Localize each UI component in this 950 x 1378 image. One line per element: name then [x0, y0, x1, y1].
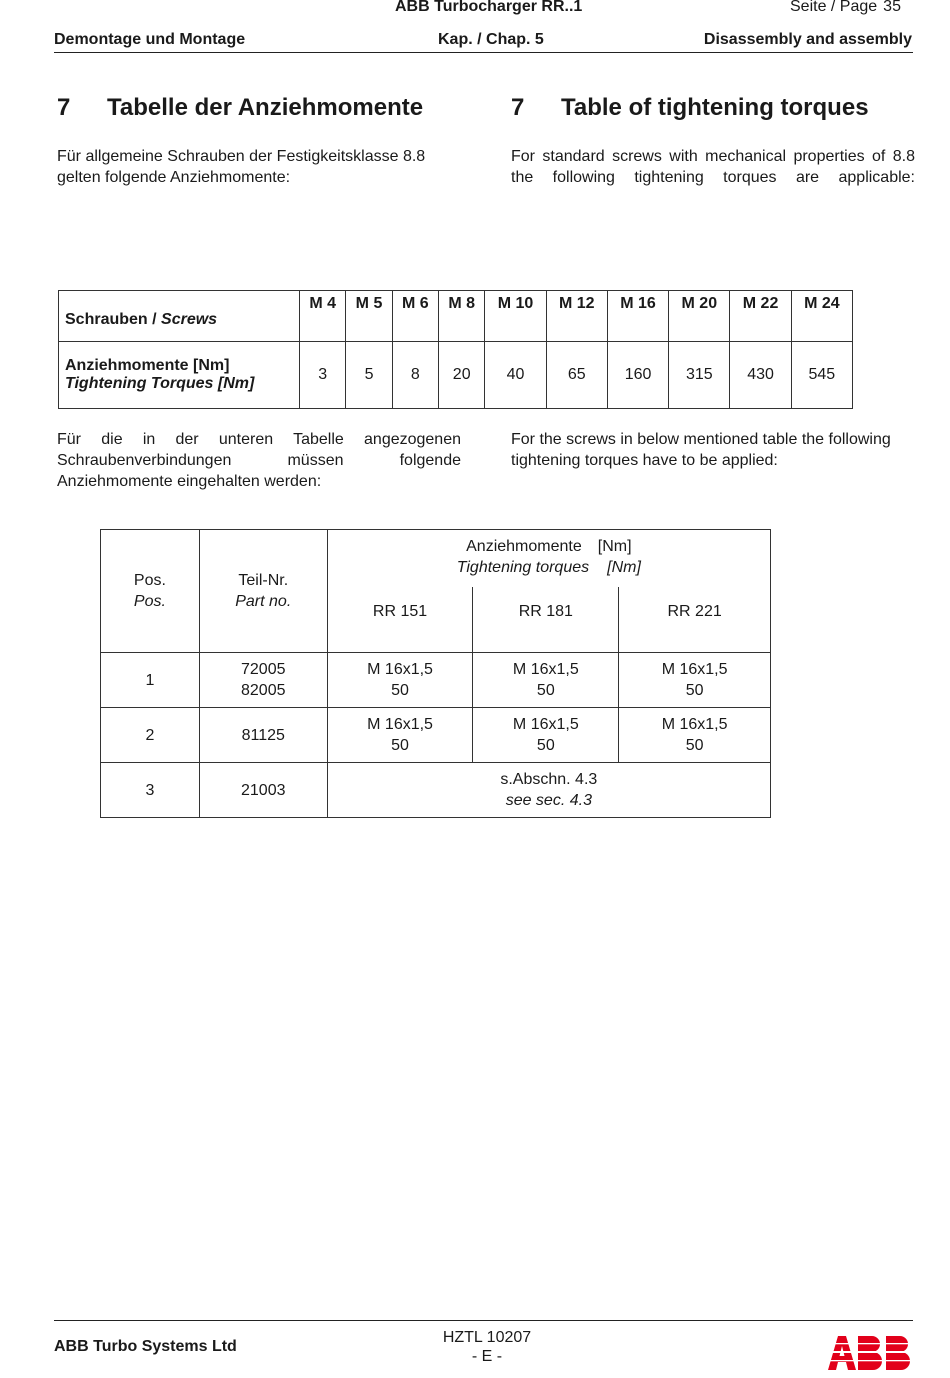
torque-cell — [327, 653, 473, 708]
torque-value-row — [59, 342, 853, 409]
torque-cell — [327, 708, 473, 763]
torque-header — [327, 530, 770, 588]
screws-label-en: Screws — [161, 311, 218, 328]
part-number: 72005 — [241, 661, 286, 678]
page-label: Seite / Page — [790, 0, 878, 15]
torque-value: 50 — [685, 737, 704, 754]
torque-value: 50 — [536, 682, 555, 699]
page-indicator — [790, 0, 901, 16]
torque-value: 545 — [791, 342, 852, 409]
screw-size: M 20 — [669, 291, 730, 342]
section-number-en: 7 — [511, 94, 525, 121]
abb-logo — [828, 1334, 914, 1377]
screw-size: M 16 — [607, 291, 668, 342]
footer-company: ABB Turbo Systems Ltd — [54, 1338, 237, 1355]
torque-cell — [619, 653, 771, 708]
section-heading-de — [57, 94, 423, 122]
doc-number: HZTL 10207 — [442, 1329, 532, 1346]
part-cell: 81125 — [199, 708, 327, 763]
torque-header-en-text: Tightening torques — [456, 559, 590, 576]
torque-cell — [473, 653, 619, 708]
model-header: RR 181 — [473, 587, 619, 653]
torque-value: 40 — [485, 342, 546, 409]
screw-size: M 24 — [791, 291, 852, 342]
torque-value: 160 — [607, 342, 668, 409]
torque-value: 20 — [439, 342, 485, 409]
pos-cell: 2 — [101, 708, 200, 763]
torque-header-en — [329, 557, 769, 578]
torque-cell — [473, 708, 619, 763]
torque-table — [58, 290, 853, 409]
document-title: ABB Turbocharger RR..1 — [395, 0, 583, 15]
part-header-en: Part no. — [235, 593, 292, 610]
section-title-en: Table of tightening torques — [561, 94, 869, 121]
screw-size: M 6 — [392, 291, 438, 342]
part-number: 82005 — [241, 682, 286, 699]
header-rule — [54, 52, 913, 53]
part-cell: 21003 — [199, 763, 327, 818]
screw-size: M 5 — [346, 291, 392, 342]
screw-size: M 22 — [730, 291, 791, 342]
torques-label-en: Tightening Torques [Nm] — [65, 375, 255, 392]
torque-value: 315 — [669, 342, 730, 409]
pos-header — [101, 530, 200, 653]
torque-unit-en: [Nm] — [607, 559, 641, 576]
page-number: 35 — [883, 0, 901, 15]
torque-value: 50 — [536, 737, 555, 754]
reference-cell — [327, 763, 770, 818]
model-header: RR 151 — [327, 587, 473, 653]
torques-label — [59, 342, 300, 409]
second-text-de: Für die in der unteren Tabelle angezogenen Schraubenverbindungen müssen folgende Anziehmomente eingehalten werden: — [57, 431, 461, 490]
part-header — [199, 530, 327, 653]
screws-label — [59, 291, 300, 342]
reference-de: s.Abschn. 4.3 — [500, 771, 598, 788]
pos-cell: 3 — [101, 763, 200, 818]
torque-unit-de: [Nm] — [597, 538, 632, 555]
parts-torque-table — [100, 529, 771, 818]
torque-header-de — [329, 536, 769, 557]
second-text-en: For the screws in below mentioned table the following tightening torques have to be applied: — [511, 431, 891, 469]
thread-size: M 16x1,5 — [661, 716, 728, 733]
section-title-de: Tabelle der Anziehmomente — [107, 94, 424, 121]
screws-label-de: Schrauben / — [65, 311, 162, 328]
reference-en: see sec. 4.3 — [505, 792, 592, 809]
torque-header-de-text: Anziehmomente — [466, 538, 582, 555]
torque-value: 430 — [730, 342, 791, 409]
intro-text-en: For standard screws with mechanical properties of 8.8 the following tightening torques are applicable: — [511, 148, 915, 186]
thread-size: M 16x1,5 — [512, 661, 579, 678]
header-section-de: Demontage und Montage — [54, 31, 246, 48]
screw-size: M 8 — [439, 291, 485, 342]
pos-header-en: Pos. — [133, 593, 166, 610]
parts-row — [101, 708, 771, 763]
torque-cell — [619, 708, 771, 763]
intro-text-de: Für allgemeine Schrauben der Festigkeitsklasse 8.8 gelten folgende Anziehmomente: — [57, 148, 426, 186]
part-header-de: Teil-Nr. — [238, 572, 289, 589]
header-chapter: Kap. / Chap. 5 — [438, 31, 544, 48]
section-number-de: 7 — [57, 94, 71, 121]
torque-value: 50 — [391, 737, 409, 754]
footer-doc-id — [439, 1328, 535, 1366]
thread-size: M 16x1,5 — [367, 716, 433, 733]
header-section-en: Disassembly and assembly — [703, 31, 912, 48]
parts-row — [101, 763, 771, 818]
torques-label-de: Anziehmomente [Nm] — [65, 357, 230, 374]
screw-size-row — [59, 291, 853, 342]
section-heading-en — [511, 94, 869, 122]
pos-header-de: Pos. — [133, 572, 166, 589]
footer-rule — [54, 1320, 913, 1321]
torque-value: 8 — [392, 342, 438, 409]
torque-value: 50 — [391, 682, 409, 699]
parts-row — [101, 653, 771, 708]
screw-size: M 4 — [300, 291, 346, 342]
screw-size: M 12 — [546, 291, 607, 342]
model-header: RR 221 — [619, 587, 771, 653]
screw-size: M 10 — [485, 291, 546, 342]
torque-value: 5 — [346, 342, 392, 409]
abb-logo-graphic — [828, 1334, 914, 1372]
torque-value: 50 — [685, 682, 704, 699]
part-cell — [199, 653, 327, 708]
thread-size: M 16x1,5 — [367, 661, 433, 678]
doc-suffix: - E - — [471, 1348, 503, 1365]
torque-value: 65 — [546, 342, 607, 409]
thread-size: M 16x1,5 — [512, 716, 579, 733]
thread-size: M 16x1,5 — [661, 661, 728, 678]
torque-value: 3 — [300, 342, 346, 409]
pos-cell: 1 — [101, 653, 200, 708]
parts-header-row-top — [101, 530, 771, 588]
